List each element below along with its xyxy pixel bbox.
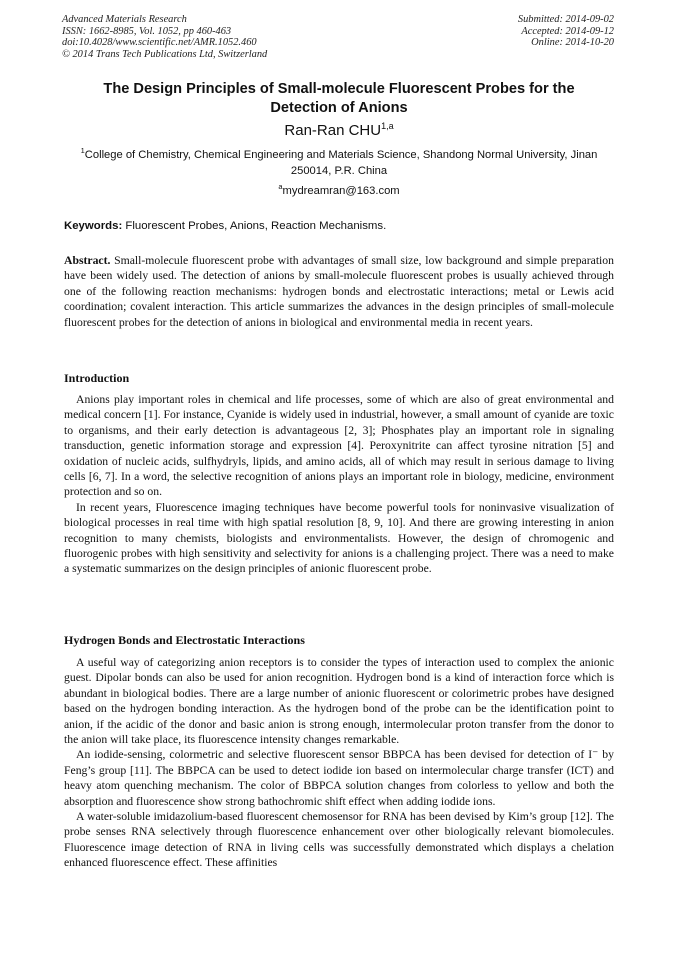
journal-header — [62, 14, 267, 60]
affiliation-text: College of Chemistry, Chemical Engineering and Materials Science, Shandong Normal University, Jinan 250014, P.R. China — [84, 149, 598, 177]
email-text: mydreamran@163.com — [282, 185, 400, 197]
paragraph: A water-soluble imidazolium-based fluorescent chemosensor for RNA has been devised by Kim’s group [12]. The probe senses RNA selectively through fluorescence enhancement over other biologically relevant biomolecules. Fluorescence image detection of RNA in living cells was successfully demonstrated which displays a chelation enhanced fluorescence effect. These affinities — [64, 810, 614, 870]
submitted-date: Submitted: 2014-09-02 — [517, 14, 614, 25]
abstract-label: Abstract. — [64, 254, 111, 267]
online-date: Online: 2014-10-20 — [531, 37, 614, 49]
journal-doi: doi:10.4028/www.scientific.net/AMR.1052.460 — [62, 37, 257, 49]
author-name: Ran-Ran CHU — [284, 122, 382, 139]
paragraph: In recent years, Fluorescence imaging techniques have become powerful tools for noninvasive visualization of biological processes in real time with high spatial resolution [8, 9, 10]. And there are growing interesting in anion recognition to many chemists, biologists and environmentalists. However, the design of chromogenic and fluorogenic probes with high sensitivity and selectivity for anions is a challenging project. There was a need to make a systematic summarizes on the design principles of anionic fluorescent probe. — [64, 500, 614, 576]
abstract — [64, 253, 614, 330]
keywords — [64, 219, 386, 234]
paragraph: Anions play important roles in chemical and life processes, some of which are also of great environmental and medical concern [1]. For instance, Cyanide is widely used in industrial, however, a small amount of cyanide are toxic to organisms, and their early detection is advantageous [2, 3]; Phosphates play an important role in signaling transduction, genetic information storage and expression [4]. Peroxynitrite can affect tyrosine nitration [5] and oxidation of nucleic acids, sulfhydryls, lipids, and amino acids, all of which may result in serious damage to living cells [6, 7]. In a word, the selective recognition of anions plays an important role in biology, medicine, environment protection and so on. — [64, 393, 614, 499]
section-heading-hydrogen-bonds: Hydrogen Bonds and Electrostatic Interactions — [64, 633, 305, 647]
affiliation — [60, 148, 618, 180]
email-superscript: a — [278, 182, 283, 191]
journal-name: Advanced Materials Research — [62, 14, 187, 25]
paragraph: An iodide-sensing, colormetric and selective fluorescent sensor BBPCA has been devised for detection of I⁻ by Feng’s group [11]. The BBPCA can be used to detect iodide ion based on intermolecular charge transfer (ICT) and heavy atom quenching mechanism. The color of BBPCA solution changes from colorless to yellow and both the absorption and fluorescence show strong bathochromic shift effect when adding iodide ions. — [64, 748, 614, 808]
journal-issn: ISSN: 1662-8985, Vol. 1052, pp 460-463 — [62, 25, 232, 37]
affiliation-superscript: 1 — [80, 146, 85, 155]
abstract-text: Small-molecule fluorescent probe with advantages of small size, low background and simple preparation have been widely used. The detection of anions by small-molecule fluorescent probes is usually achieved through one of the following reaction mechanisms: hydrogen bonds and electrostatic interactions; metal or Lewis acid coordination; covalent interaction. This article summarizes the advances in the design principles of small-molecule fluorescent probes for the detection of anions in biological and environmental media in recent years. — [64, 254, 614, 329]
author-line — [0, 121, 678, 141]
keywords-text: Fluorescent Probes, Anions, Reaction Mechanisms. — [122, 220, 387, 232]
journal-copyright: © 2014 Trans Tech Publications Ltd, Switzerland — [62, 48, 268, 60]
hydrogen-bonds-section — [64, 655, 614, 871]
section-heading-introduction: Introduction — [64, 371, 130, 385]
paragraph: A useful way of categorizing anion receptors is to consider the types of interaction used to complex the anionic guest. Dipolar bonds can also be used for anion recognition. Hydrogen bond is a kind of interaction force which is abundant in biological bodies. There are a large number of anionic fluorescent or colorimetric probes have designed based on the hydrogen bonding interaction. As the hydrogen bond of the probe can be the identification point to anion, if the acidic of the donor and basic anion is strong enough, intermolecular proton transfer from the donor to the anion will take place, its fluorescence intensity changes remarkable. — [64, 656, 614, 747]
author-email — [0, 184, 678, 199]
publication-dates — [518, 14, 614, 49]
author-superscript: 1,a — [381, 121, 394, 131]
accepted-date: Accepted: 2014-09-12 — [521, 25, 614, 37]
keywords-label: Keywords: — [64, 220, 123, 232]
paper-title: The Design Principles of Small-molecule Fluorescent Probes for the Detection of Anions — [103, 81, 575, 116]
introduction-section — [64, 392, 614, 577]
